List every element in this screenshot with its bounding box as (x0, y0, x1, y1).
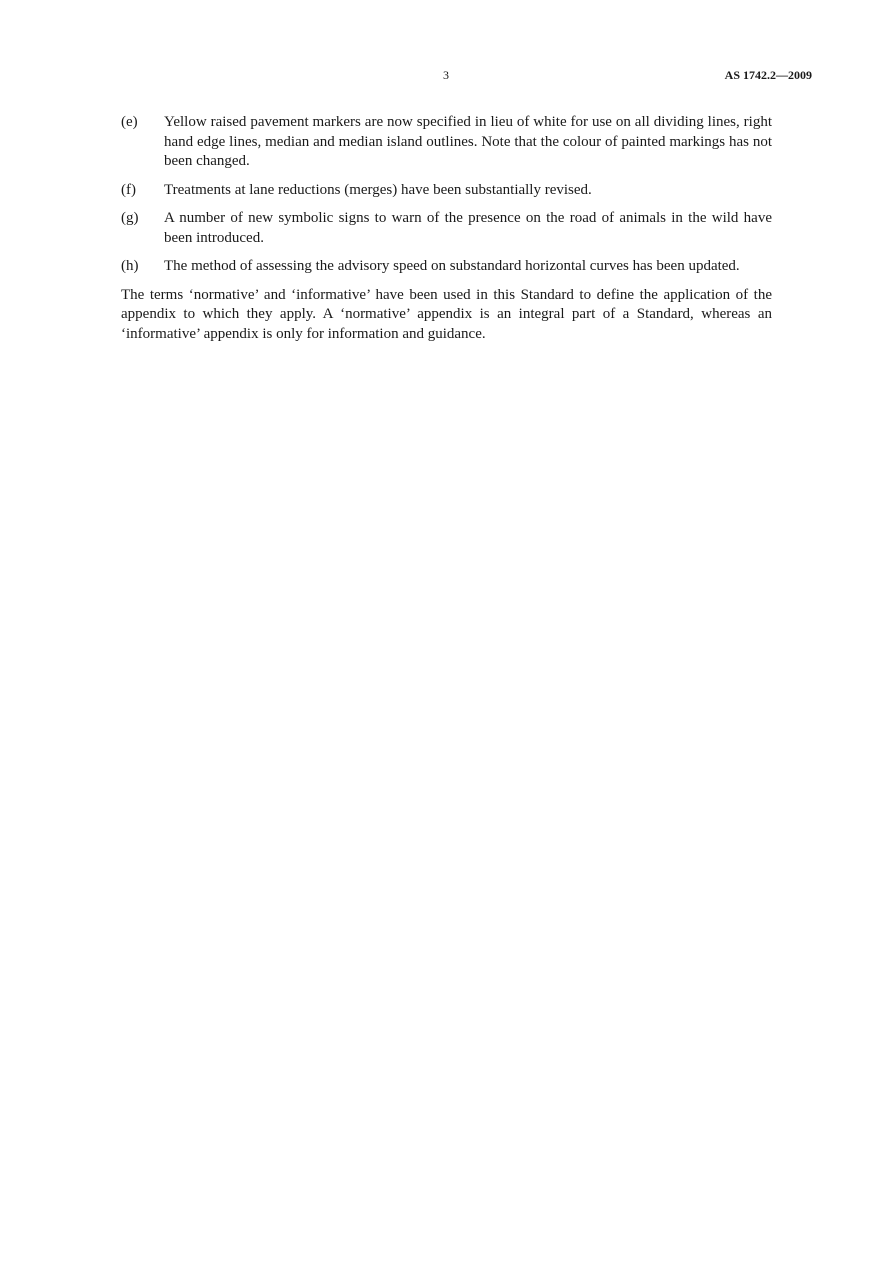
list-item-letter: (h) (121, 258, 139, 274)
list-item-text: Yellow raised pavement markers are now specified in lieu of white for use on all dividing lines, right hand edge lines, median and median island outlines. Note that the colour of painted markings has not been changed. (164, 114, 772, 169)
list-item (121, 257, 772, 277)
closing-paragraph: The terms ‘normative’ and ‘informative’ have been used in this Standard to define the application of the appendix to which they apply. A ‘normative’ appendix is an integral part of a Standard, whereas an ‘informative’ appendix is only for information and guidance. (121, 286, 772, 342)
list-item-letter: (g) (121, 210, 139, 226)
list-item-text: The method of assessing the advisory speed on substandard horizontal curves has been updated. (164, 258, 740, 274)
standard-code: AS 1742.2—2009 (724, 68, 812, 82)
page-number: 3 (443, 68, 449, 82)
page-body (121, 113, 772, 344)
list-item-text: Treatments at lane reductions (merges) have been substantially revised. (164, 181, 592, 198)
list-item-text: A number of new symbolic signs to warn of the presence on the road of animals in the wild have been introduced. (164, 210, 772, 246)
list-item (121, 113, 772, 172)
list-item (121, 181, 772, 201)
list-item-letter: (f) (121, 181, 136, 198)
list-item-letter: (e) (121, 114, 138, 130)
list-item (121, 209, 772, 248)
